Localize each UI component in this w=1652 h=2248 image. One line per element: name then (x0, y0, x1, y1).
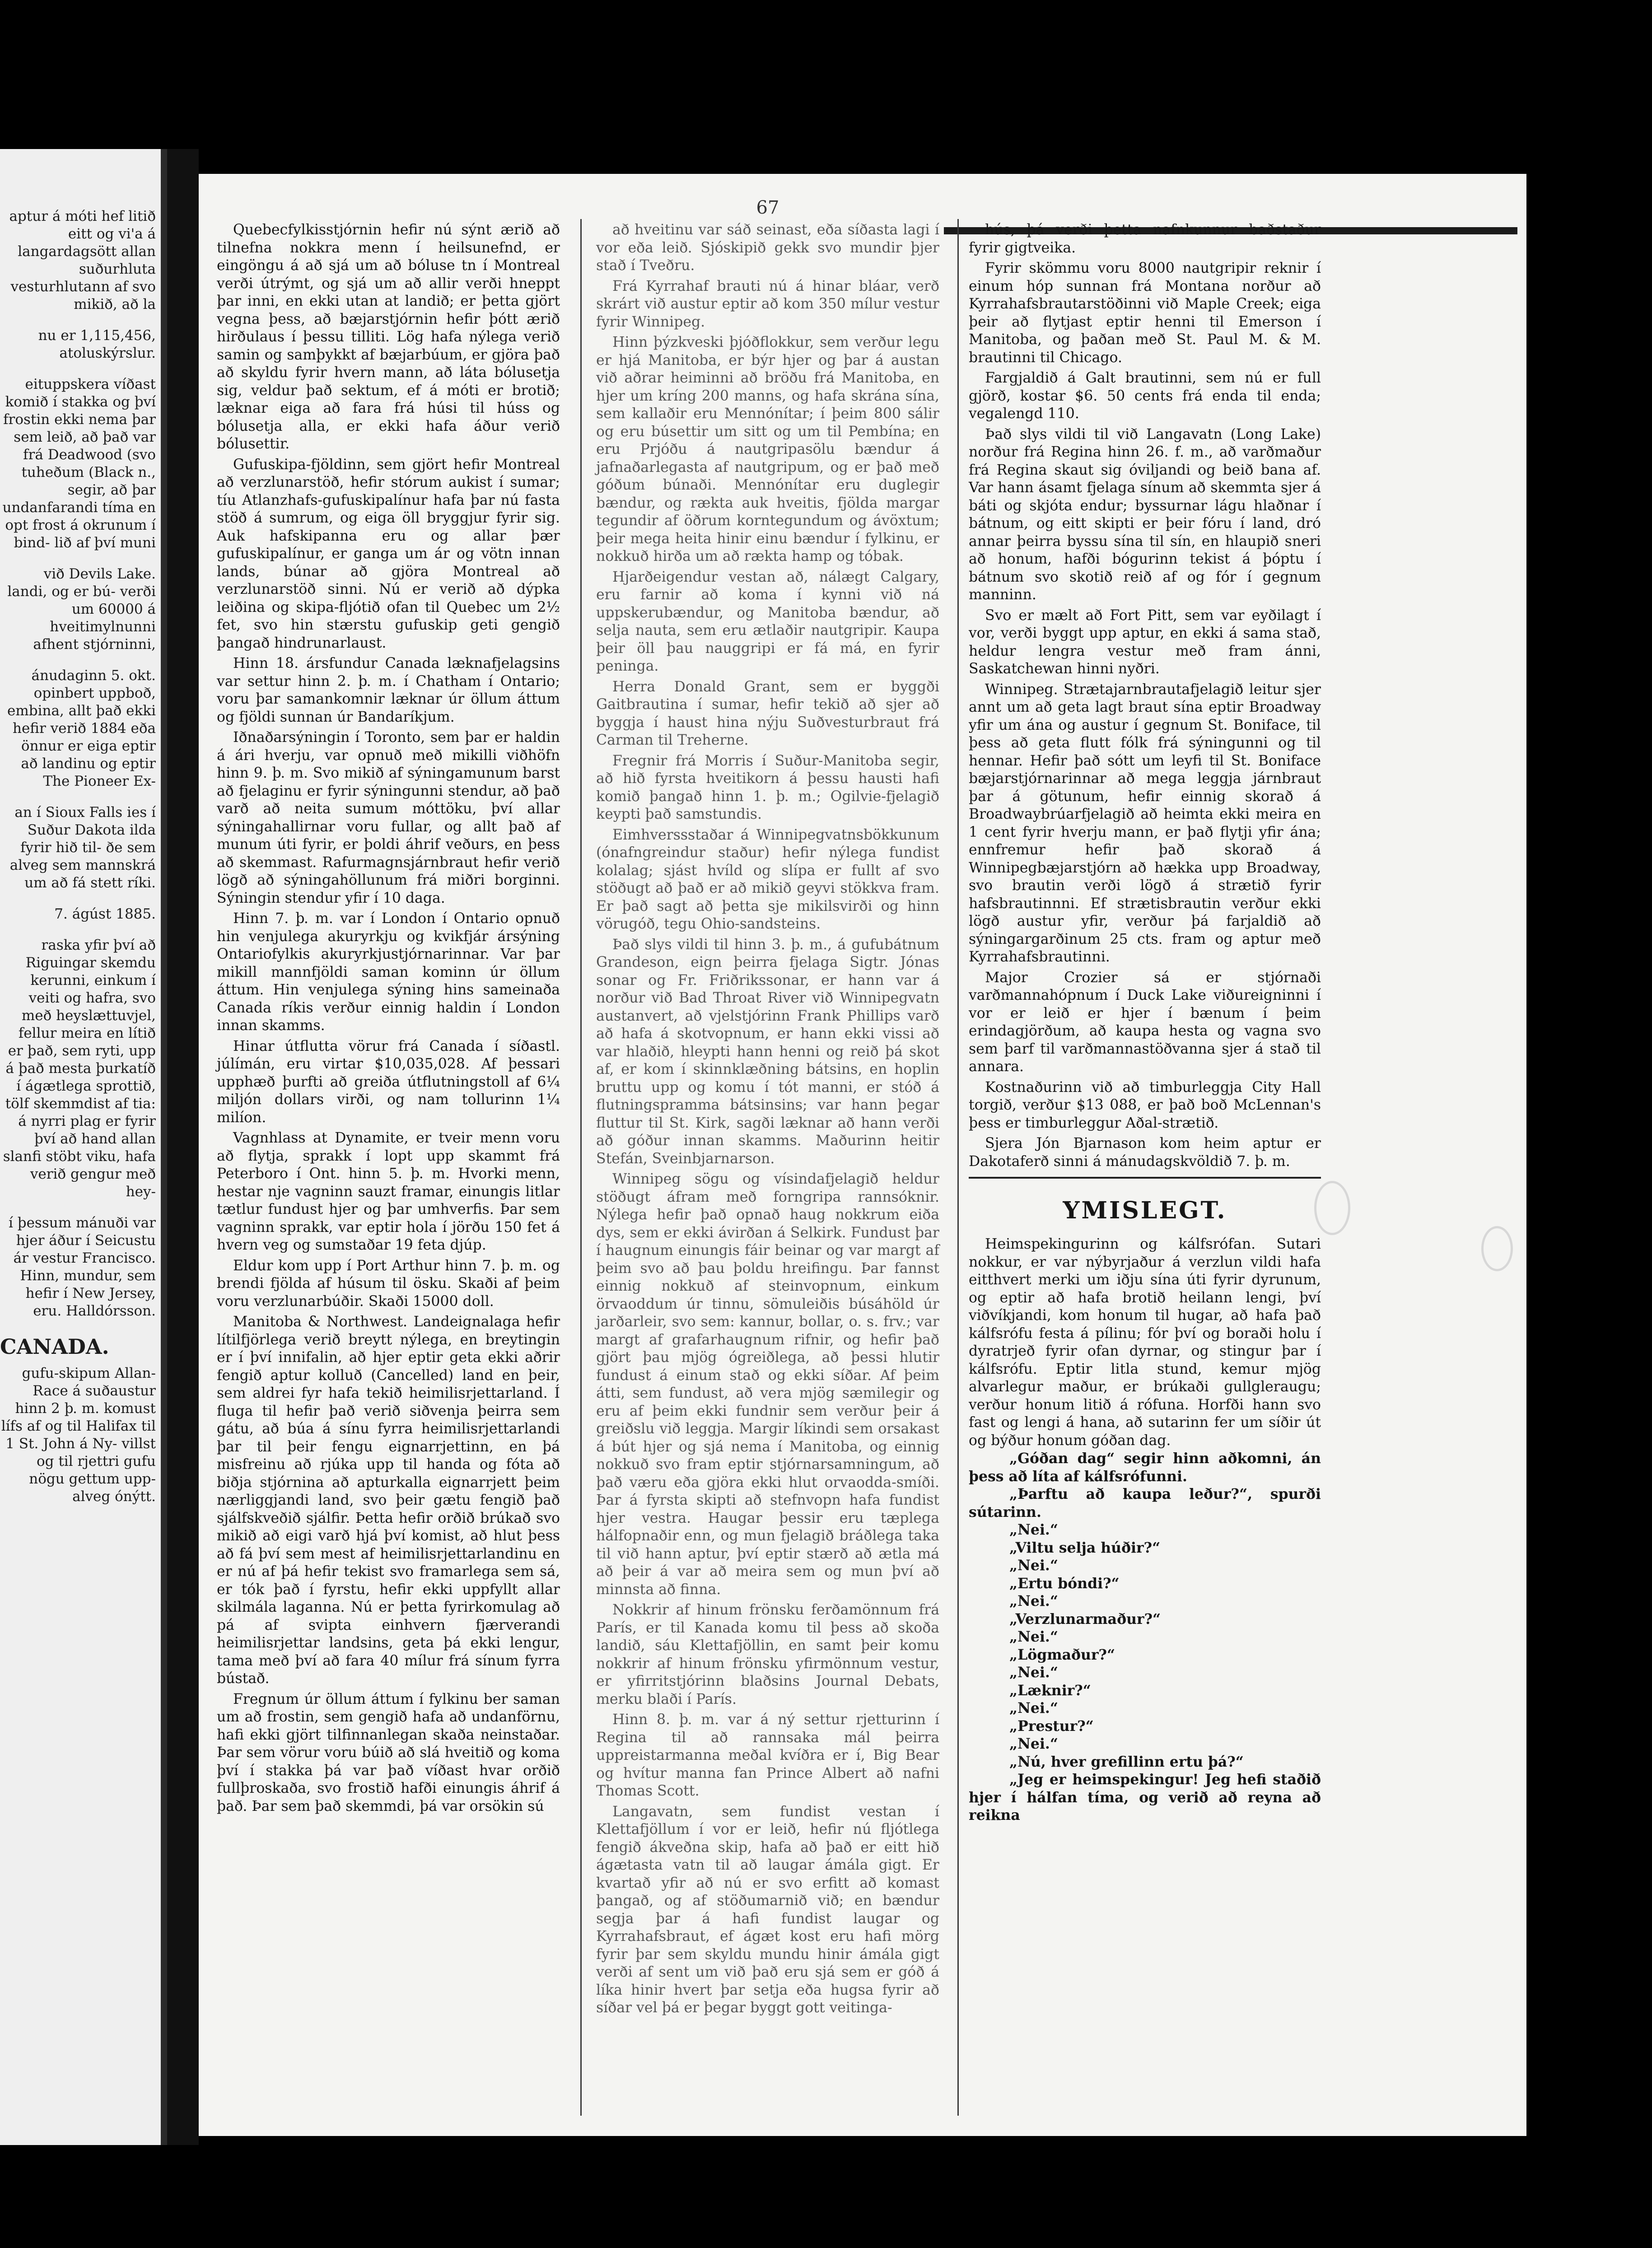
left-paragraph: eituppskera víðast komið í stakka og því frostin ekki nema þar sem leið, að það var frá Deadwood (svo tuheðum (Black n., segir, að þar undanfarandi tíma en opt frost á okrunum í bind- lið af því muni (2, 376, 156, 551)
column-2 (596, 221, 939, 2017)
article-paragraph: Iðnaðarsýningin í Toronto, sem þar er haldin á ári hverju, var opnuð með mikilli viðhöfn hinn 9. þ. m. Svo mikið af sýningamunum barst að fjelaginu er fyrir sýningunni stendur, að það varð að neita sumum móttöku, því allar sýningahallirnar voru fullar, og allt það af munum úti fyrir, er þoldi áhrif veðurs, en þess að skemmast. Rafurmagnsjárnbraut hefir verið lögð að sýningahöllunum frá miðri borginni. Sýningin stendur yfir í 10 daga. (217, 729, 560, 906)
article-paragraph: Quebecfylkisstjórnin hefir nú sýnt ærið að tilnefna nokkra menn í heilsunefnd, er eingöngu á að sjá um að bóluse tn í Montreal verði útrýmt, og sjá um að allir verði hneppt þar inni, en ekki utan at landið; er þetta gjört vegna þess, að bæjarstjórnin hefir þótt ærið hirðulaus í þessu tilliti. Lög hafa nýlega verið samin og samþykkt af bæjarbúum, er gjöra það að skyldu fyrir hvern mann, að láta bólusetja sig, veldur það sektum, ef á móti er brotið; læknar eiga að fara frá húsi til húss og bólusetja alla, er ekki hafa áður verið bólusettir. (217, 222, 560, 452)
column-1 (217, 221, 560, 1815)
article-paragraph: Fregnum úr öllum áttum í fylkinu ber saman um að frostin, sem gengið hafa að undanförnu, hafi ekki gjört tilfinnanlegan skaða neinstaðar. Þar sem vörur voru búið að slá hveitið og koma því í stakka þá var það víðast hvar orðið fullþroskaða, svo frostið hafði einungis áhrif á það. Þar sem það skemmdi, þá var orsökin sú (217, 1691, 560, 1814)
page-smudge (1481, 1226, 1513, 1271)
article-paragraph: Manitoba & Northwest. Landeignalaga hefir lítilfjörlega verið breytt nýlega, en breytingin er í því innifalin, að hjer eptir geta ekki aðrir fengið aptur kolluð (Cancelled) land en þeir, sem aldrei fyr hafa tekið heimilisrjettarland. Í fluga til hefir það verið siðvenja þeirra sem gátu, að búa á sínu fyrra heimilisrjettarlandi þar til þeir fengu eignarrjettinn, en þá misfreinu að rjúka upp til handa og fóta að biðja stjórnina að apturkalla eignarrjett þeim nærliggjandi land, svo þeir gætu fengið það sjálfskveðið sjálfir. Þetta hefir orðið brúkað svo mikið að eigi varð hjá því komist, að hlut þess að fá því sem mest af heimilisrjettarlandinu en er nú af þá hefir tekist svo framarlega sem sá, er tók það í fyrstu, hefir ekki uppfyllt allar skilmála laganna. Nú er þetta fyrirkomulag að pá af svipta einhvern fjærverandi heimilisrjettar landsins, geta þá ekki lengur, tama með því að fara 40 mílur frá sínum fyrra bústað. (217, 1314, 560, 1687)
left-paragraph: an í Sioux Falls ies í Suður Dakota ilda fyrir hið til- ðe sem alveg sem mannskrá um að fá stett ríki. (9, 804, 156, 891)
article-paragraph: Fargjaldið á Galt brautinni, sem nú er full gjörð, kostar $6. 50 cents frá enda til enda; vegalengd 110. (969, 370, 1321, 422)
article-paragraph: Nokkrir af hinum frönsku ferðamönnum frá París, er til Kanada komu til þess að skoða landið, sáu Klettafjöllin, en samt þeir komu nokkrir af hinum frönsku yfirmönnum vestur, er yfirritstjórinn blaðsins Journal Debats, merku blaði í París. (596, 1602, 939, 1707)
article-paragraph: Frá Kyrrahaf brauti nú á hinar bláar, verð skrárt við austur eptir að kom 350 mílur vestur fyrir Winnipeg. (596, 278, 939, 330)
article-paragraph: Hjarðeigendur vestan að, nálægt Calgary, eru farnir að koma í kynni við ná uppskerubændur, og Manitoba bændur, að selja nauta, sem eru ætlaðir nautgripir. Kaupa þeir öll þau nauggripi er fá má, en fyrir peninga. (596, 569, 939, 674)
left-page-text (0, 208, 156, 1519)
article-paragraph: Hinn 18. ársfundur Canada læknafjelagsins var settur hinn 2. þ. m. í Chatham í Ontario; voru þar samankomnir læknar úr öllum áttum og fjöldi sunnan úr Bandaríkjum. (217, 655, 560, 725)
column-3-news (969, 221, 1321, 1171)
dialog-line: „Nei.“ (1009, 1735, 1059, 1752)
dialog-line: „Jeg er heimspekingur! Jeg hefi staðið hjer í hálfan tíma, og verið að reyna að reikna (969, 1771, 1321, 1824)
dialog-line: „Prestur?“ (1009, 1717, 1094, 1735)
article-paragraph: Vagnhlass at Dynamite, er tveir menn voru að flytja, sprakk í lopt upp skammt frá Peterboro í Ont. hinn 5. þ. m. Hvorki menn, hestar nje vagninn sauzt framar, einungis litlar tætlur fundust hjer og þar umhverfis. Þar sem vagninn sprakk, var eptir hola í jörðu 150 fet á hvern veg og sumstaðar 19 feta djúp. (217, 1130, 560, 1253)
article-paragraph: Fyrir skömmu voru 8000 nautgripir reknir í einum hóp sunnan frá Montana norður að Kyrrahafsbrautarstöðinni við Maple Creek; eiga þeir að flytjast eptir henni til Emerson í Manitoba, og þaðan með St. Paul M. & M. brautinni til Chicago. (969, 260, 1321, 366)
article-paragraph: Winnipeg sögu og vísindafjelagið heldur stöðugt áfram með forngripa rannsóknir. Nýlega hefir það opnað haug nokkrum eiða dys, sem er ekki ávirðan á Selkirk. Fundust þar í haugnum einungis fáir beinar og var margt af þeim svo að þau þoldu hreifingu. Þar fannst einnig nokkuð af steinvopnum, einkum örvaoddum úr tinnu, sömuleiðis búsáhöld úr jarðarleir, svo sem: kannur, bollar, o. s. frv.; var margt af grafarhaugnum rifnir, og hefir það gjört þau mjög ógreiðlega, að þessi hlutir fundust á einum stað og ekki síðar. Af þeim átti, sem fundust, að vera mjög sæmilegir og eru af þeim ekki fundnir sem verður þeir á greiðslu við leggja. Margir líkindi sem orsakast á bút hjer og sjá nema í Manitoba, og einnig nokkuð svo fram eptir stjórnarsamningum, að það væru eða gjöra ekki hlut orvaodda-smíði. Þar á fyrsta skipti að stefnvopn hafa fundist hjer vestra. Haugar þessir eru tæplega hálfopnaðir enn, og mun fjelagið bráðlega taka til við hann aptur, því eptir stærð að ætla má að þeir á var að meira sem og mun því að minnsta að finna. (596, 1171, 939, 1598)
left-paragraph: 7. ágúst 1885. (54, 906, 156, 922)
left-paragraph: í þessum mánuði var hjer áður í Seicustu ár vestur Francisco. Hinn, mundur, sem hefir í New Jersey, eru. Halldórsson. (8, 1215, 156, 1319)
article-paragraph: Svo er mælt að Fort Pitt, sem var eyðilagt í vor, verði byggt upp aptur, en ekki á sama stað, heldur lengra vestur með fram ánni, Saskatchewan hinni nyðri. (969, 607, 1321, 677)
newspaper-page (199, 174, 1526, 2136)
article-paragraph: Eimhverssstaðar á Winnipegvatnsbökkunum (ónafngreindur staður) hefir nýlega fundist kolalag; sjást hvíld og slípa er fullt af svo stöðugt að það er að mikið geyvi stökkva fram. Er það sagt að þetta sje mikilsvirði og hinn vörugóð, tegu Ohio-sandsteins. (596, 826, 939, 932)
article-paragraph: Eldur kom upp í Port Arthur hinn 7. þ. m. og brendi fjölda af húsum til ösku. Skaði af þeim voru verzlunarbúðir. Skaði 15000 doll. (217, 1257, 560, 1310)
article-paragraph: Hinn þýzkveski þjóðflokkur, sem verður legu er hjá Manitoba, er býr hjer og þar á austan við aðrar heiminni að bröðu frá Manitoba, en hjer um kríng 200 manns, og hafa skrána sína, sem kallaðir eru Mennónítar; í þeim 800 sálir og eru búsettir um sitt og um til Pembína; en eru Prjóðu á nautgripasölu bændur á jafnaðarlegasta af nautgripum, og er það með góðum búnaði. Mennónítar eru duglegir bændur, og rækta auk hveitis, fjölda margar tegundir af öðrum korntegundum og ávöxtum; þeir mega heita hinir einu bændur í fylkinu, er nokkuð hirða um að rækta hamp og tóbak. (596, 334, 939, 564)
story-dialog (969, 1450, 1321, 1824)
column-3-story (969, 1236, 1321, 1450)
column-divider (957, 219, 959, 2116)
dialog-line: „Góðan dag“ segir hinn aðkomni, án þess að líta af kálfsrófunni. (969, 1450, 1321, 1485)
dialog-line: „Nei.“ (1009, 1557, 1059, 1574)
article-paragraph: Hinn 7. þ. m. var í London í Ontario opnuð hin venjulega akuryrkju og kvikfjár ársýning Ontariofylkis akuryrkjustjórnarinnar. Var þar mikill mannfjöldi saman kominn úr öllum áttum. Hin venjulega sýning hins sameinaða Canada ríkis verður einnig haldin í London innan skamms. (217, 910, 560, 1034)
dialog-line: „Nei.“ (1009, 1664, 1059, 1681)
article-paragraph: Það slys vildi til við Langavatn (Long Lake) norður frá Regina hinn 26. f. m., að varðmaður frá Regina skaut sig óviljandi og beið bana af. Var hann ásamt fjelaga sínum að skemmta sjer á báti og skjóta endur; byssurnar lágu hlaðnar í bátnum, og eitt skipti er þeir fóru í land, dró annar þeirra byssu sína til sín, en hlaupið sneri að honum, hafði bógurinn tekist á þóptu í bátnum svo skotið reið af og fór í gegnum manninn. (969, 426, 1321, 603)
left-paragraph: ánudaginn 5. okt. opinbert uppboð, embina, allt það ekki hefir verið 1884 eða önnur er eiga eptir að landinu og eptir The Pioneer Ex- (7, 667, 156, 789)
dialog-line: „Læknir?“ (1009, 1682, 1091, 1699)
section-rule (969, 1177, 1321, 1179)
page-number: 67 (756, 197, 779, 218)
dialog-line: „Ertu bóndi?“ (1009, 1575, 1120, 1592)
article-paragraph: Kostnaðurinn við að timburleggja City Hall torgið, verður $13 088, er það boð McLennan's þess er timburleggur Aðal-strætið. (969, 1079, 1321, 1131)
page-smudge (1314, 1181, 1350, 1235)
dialog-line: „Nei.“ (1009, 1521, 1059, 1538)
column-3 (969, 221, 1508, 1824)
article-paragraph: Fregnir frá Morris í Suður-Manitoba segir, að hið fyrsta hveitikorn á þessu hausti hafi komið þangað hinn 1. þ. m.; Ogilvie-fjelagið keypti það samstundis. (596, 752, 939, 822)
left-page (0, 149, 167, 2145)
dialog-line: „Nei.“ (1009, 1700, 1059, 1716)
dialog-line: „Þarftu að kaupa leður?“, spurði sútarinn. (969, 1486, 1321, 1520)
left-paragraph: aptur á móti hef litið eitt og vi'a á langardagsött allan suðurhluta vesturhlutann af svo mikið, að la (9, 208, 156, 312)
dialog-line: „Lögmaður?“ (1009, 1646, 1115, 1663)
column-divider (580, 219, 582, 2116)
left-paragraph: raska yfir því að Riguingar skemdu kerunni, einkum í veiti og hafra, svo með heyslættuvjel, fellur meira en lítið er það, sem ryti, upp á það mesta þurkatíð í ágætlega sprottið, tölf skemmdist af tia: á nyrri plag er fyrir því að hand allan slanfi stöbt viku, hafa verið gengur með hey- (3, 937, 156, 1200)
article-paragraph: Langavatn, sem fundist vestan í Klettafjöllum í vor er leið, hefir nú fljótlega fengið ákveðna skip, hafa að það er eitt hið ágætasta vatn til að laugar ámála gigt. Er kvartað yfir að nú er svo erfitt að komast þangað, og af stöðumarnið við; en bændur segja þar á hafi fundist laugar og Kyrrahafsbraut, ef ágæt kost eru hafi mörg fyrir þar sem skyldu mundu hinir ámála gigt verði af sent um við það eru sjá sem er góð á líka hinir hvert þar setja eða hugsa fyrir að síðar vel þá er þegar byggt gott veitinga- (596, 1803, 939, 2016)
left-paragraph: við Devils Lake. landi, og er bú- verði um 60000 á hveitimylnunni afhent stjórninni, (7, 566, 156, 653)
article-paragraph: Winnipeg. Strætajarnbrautafjelagið leitur sjer annt um að geta lagt braut sína eptir Broadway yfir um ána og austur í gegnum St. Boniface, til þess að geta flutt fólk frá sýningunni og til hennar. Hefir það sótt um leyfi til St. Boniface bæjarstjórnarinnar að mega leggja járnbraut þar á götunum, hefir einnig skorað á Broadwaybrúarfjelagið að heimta ekki meira en 1 cent fyrir hverju mann, er það flytji yfir ána; ennfremur hefir það skorað á Winnipegbæjarstjórn að hækka upp Broadway, svo brautin verði lögð á strætið fyrir hafsbrautinnni. Ef strætisbrautin verður ekki lögð austur yfir, verður þá farjaldið að sýningargarðinum 25 cts. fram og aptur með Kyrrahafsbrautinni. (969, 681, 1321, 965)
article-paragraph: Það slys vildi til hinn 3. þ. m., á gufubátnum Grandeson, eign þeirra fjelaga Sigtr. Jónas sonar og Fr. Friðrikssonar, er hann var á norður við Bad Throat River við Winnipegvatn austanvert, að vjelstjórinn Frank Phillips varð að hafa á skotvopnum, er hann ekki vissi að var hlaðið, hleypti hann henni og reið þá skot af, er kom í skinnklæðning bátsins, en hoplin bruttu upp og komu í tót manni, er stóð á flutningspramma bátsinsins; var hann þegar fluttur til St. Kirk, sagði læknar að hann verði að góður innan skamms. Maðurinn heitir Stefán, Sveinbjarnarson. (596, 936, 939, 1167)
left-heading: CANADA. (0, 1334, 109, 1359)
dialog-line: „Viltu selja húðir?“ (1009, 1539, 1161, 1556)
article-paragraph: Major Crozier sá er stjórnaði varðmannahópnum í Duck Lake viðureigninni í vor er leið er hjer í bænum í þeim erindagjörðum, að kaupa hesta og vagna svo sem þarf til varðmannastöðvanna sjer á stað til annara. (969, 969, 1321, 1075)
dialog-line: „Verzlunarmaður?“ (1009, 1610, 1161, 1628)
dialog-line: „Nei.“ (1009, 1628, 1059, 1645)
article-paragraph: Hinn 8. þ. m. var á ný settur rjetturinn í Regina til að rannsaka mál þeirra uppreistarmanna meðal kvíðra er í, Big Bear og hvítur manna fan Prince Albert að nafni Thomas Scott. (596, 1712, 939, 1799)
article-paragraph: að hveitinu var sáð seinast, eða síðasta lagi í vor eða leið. Sjóskipið gekk svo mundir þjer stað í Tveðru. (596, 222, 939, 274)
article-paragraph: hús, þá verði þetta nafnkunnur baðstaður fyrir gigtveika. (969, 222, 1321, 256)
section-title: YMISLEGT. (1063, 1197, 1227, 1224)
page-binding-edge (161, 149, 167, 2145)
dialog-line: „Nú, hver grefillinn ertu þá?“ (1009, 1753, 1244, 1770)
article-paragraph: Gufuskipa-fjöldinn, sem gjört hefir Montreal að verzlunarstöð, hefir stórum aukist í sumar; tíu Atlanzhafs-gufuskipalínur hafa þar nú fasta stöð á sumrum, og eiga öll bryggjur fyrir sig. Auk hafskipanna eru og allar þær gufuskipalínur, er ganga um ár og vötn innan lands, búnar að gjöra Montreal að verzlunarstöð sinni. Nú er verið að dýpka leiðina og skipa-fljótið ofan til Quebec um 2½ fet, svo hin stærstu gufuskip geti gengið þangað hindrunarlaust. (217, 456, 560, 651)
article-paragraph: Herra Donald Grant, sem er byggði Gaitbrautina í sumar, hefir tekið að sjer að byggja í haust hina nýju Suðvesturbraut frá Carman til Treherne. (596, 678, 939, 748)
article-paragraph: Sjera Jón Bjarnason kom heim aptur er Dakotaferð sinni á mánudagskvöldið 7. þ. m. (969, 1135, 1321, 1170)
dialog-line: „Nei.“ (1009, 1593, 1059, 1609)
binding-gutter (167, 149, 199, 2145)
left-paragraph: nu er 1,115,456, atoluskýrslur. (38, 327, 156, 361)
story-paragraph: Heimspekingurinn og kálfsrófan. Sutari nokkur, er var nýbyrjaður á verzlun vildi hafa eitthvert merki um iðju sína úti fyrir dyrunum, og eptir að hafa brotið heilann lengi, því viðvíkjandi, kom honum til hugar, að hafa það kálfsrófu festa á pílinu; fór því og boraði holu í dyratrjeð fyrir ofan dyrnar, og stingur þar í kálfsrófu. Eptir litla stund, kemur mjög alvarlegur maður, er brúkaði gullgleraugu; verður honum litið á rófuna. Horfði hann svo fast og lengi á hana, að sutarinn fer um síðir út og býður honum góðan dag. (969, 1236, 1321, 1449)
article-paragraph: Hinar útflutta vörur frá Canada í síðastl. júlímán, eru virtar $10,035,028. Af þessari upphæð þurfti að greiða útflutningstoll af 6¼ miljón dollars virði, og nam tollurinn 1¼ milíon. (217, 1038, 560, 1126)
left-paragraph: gufu-skipum Allan- Race á suðaustur hinn 2 þ. m. komust lífs af og til Halifax til 1 St. John á Ny- villst og til rjettri gufu nögu gettum upp- alveg ónýtt. (1, 1365, 156, 1505)
